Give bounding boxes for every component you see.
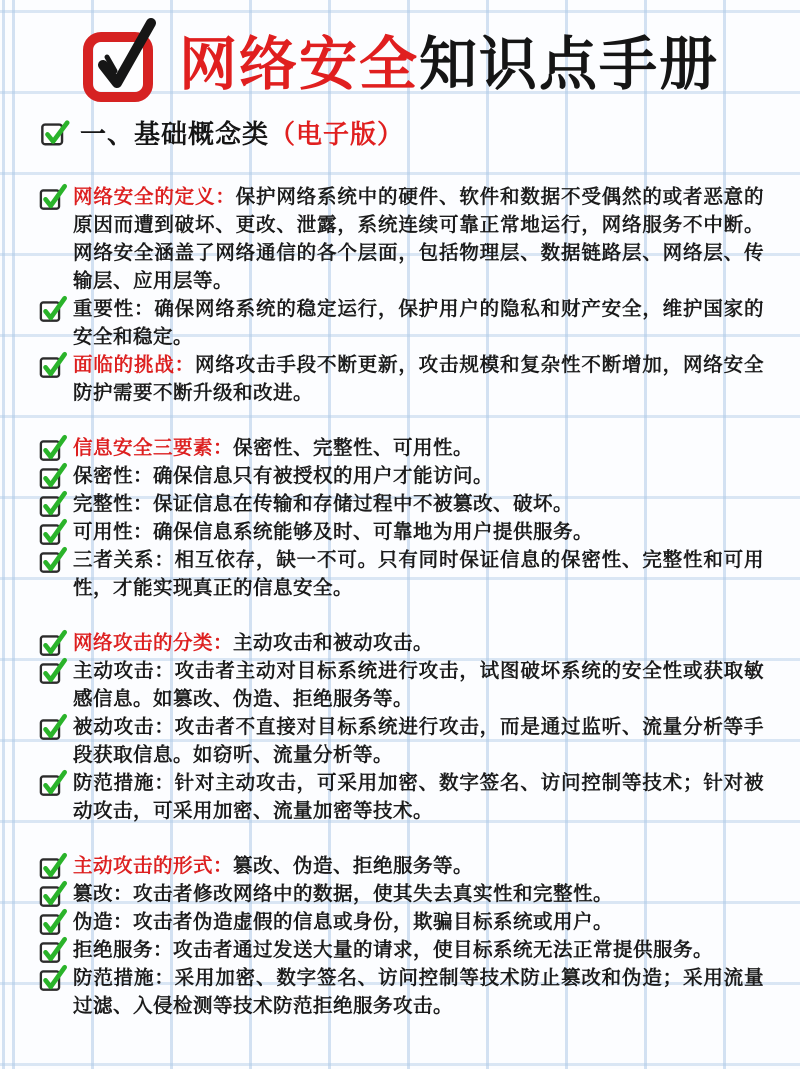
item-body: 网络攻击手段不断更新，攻击规模和复杂性不断增加，网络安全防护需要不断升级和改进。 — [73, 354, 764, 404]
item-label: 主动攻击： — [73, 660, 175, 682]
green-checkbox-icon — [38, 852, 68, 880]
item-text — [73, 434, 473, 462]
item-label: 伪造： — [73, 911, 134, 933]
item-body: 主动攻击和被动攻击。 — [233, 632, 434, 654]
item-label: 防范措施： — [73, 772, 175, 794]
green-checkbox-icon — [38, 964, 68, 992]
section-header-text — [80, 114, 404, 151]
green-checkbox-icon — [38, 908, 68, 936]
list-item — [38, 462, 764, 490]
item-body: 确保信息系统能够及时、可靠地为用户提供服务。 — [153, 521, 594, 543]
list-item — [38, 434, 764, 462]
list-item — [38, 629, 764, 657]
list-item — [38, 518, 764, 546]
item-label: 防范措施： — [73, 967, 175, 989]
item-body: 确保信息只有被授权的用户才能访问。 — [153, 465, 494, 487]
item-body: 攻击者修改网络中的数据，使其失去真实性和完整性。 — [133, 883, 614, 905]
item-body: 采用加密、数字签名、访问控制等技术防止篡改和伪造；采用流量过滤、入侵检测等技术防范拒绝服务攻击。 — [73, 967, 764, 1017]
item-body: 确保网络系统的稳定运行，保护用户的隐私和财产安全，维护国家的安全和稳定。 — [73, 298, 764, 348]
green-checkbox-icon — [38, 936, 68, 964]
item-text — [73, 713, 764, 769]
title-highlight: 网络安全 — [178, 32, 419, 97]
item-label: 重要性： — [73, 298, 155, 320]
green-checkbox-icon — [40, 118, 70, 148]
green-checkbox-icon — [38, 657, 68, 685]
list-item — [38, 183, 764, 295]
page-title — [0, 0, 800, 104]
item-body: 相互依存，缺一不可。只有同时保证信息的保密性、完整性和可用性，才能实现真正的信息安全。 — [73, 549, 764, 599]
section-group — [38, 629, 764, 825]
title-rest: 知识点手册 — [419, 32, 720, 97]
green-checkbox-icon — [38, 769, 68, 797]
green-checkbox-icon — [38, 183, 68, 211]
list-item — [38, 351, 764, 407]
list-item — [38, 490, 764, 518]
item-body: 攻击者不直接对目标系统进行攻击，而是通过监听、流量分析等手段获取信息。如窃听、流量分析等。 — [73, 716, 764, 766]
content — [38, 183, 764, 1020]
list-item — [38, 964, 764, 1020]
item-body: 攻击者主动对目标系统进行攻击，试图破坏系统的安全性或获取敏感信息。如篡改、伪造、拒绝服务等。 — [73, 660, 764, 710]
green-checkbox-icon — [38, 880, 68, 908]
item-text — [73, 908, 613, 936]
section-group — [38, 183, 764, 407]
green-checkbox-icon — [38, 351, 68, 379]
green-checkbox-icon — [38, 490, 68, 518]
section-header-red: （电子版） — [269, 119, 405, 149]
item-body: 保证信息在传输和存储过程中不被篡改、破坏。 — [153, 493, 574, 515]
green-checkbox-icon — [38, 462, 68, 490]
item-label: 主动攻击的形式： — [73, 855, 234, 877]
item-text — [73, 657, 764, 713]
green-checkbox-icon — [38, 546, 68, 574]
item-body: 攻击者通过发送大量的请求，使目标系统无法正常提供服务。 — [173, 939, 714, 961]
green-checkbox-icon — [38, 295, 68, 323]
section-group — [38, 852, 764, 1020]
item-label: 保密性： — [73, 465, 154, 487]
list-item — [38, 908, 764, 936]
item-text — [73, 351, 764, 407]
section-header — [40, 114, 800, 151]
item-text — [73, 964, 764, 1020]
item-text — [73, 936, 713, 964]
item-text — [73, 546, 764, 602]
item-text — [73, 769, 764, 825]
item-body: 针对主动攻击，可采用加密、数字签名、访问控制等技术；针对被动攻击，可采用加密、流量加密等技术。 — [73, 772, 764, 822]
list-item — [38, 713, 764, 769]
item-label: 篡改： — [73, 883, 134, 905]
item-label: 三者关系： — [73, 549, 175, 571]
list-item — [38, 936, 764, 964]
green-checkbox-icon — [38, 518, 68, 546]
item-label: 完整性： — [73, 493, 154, 515]
item-body: 保密性、完整性、可用性。 — [233, 437, 474, 459]
list-item — [38, 880, 764, 908]
list-item — [38, 769, 764, 825]
item-text — [73, 462, 493, 490]
list-item — [38, 295, 764, 351]
item-text — [73, 629, 433, 657]
item-body: 篡改、伪造、拒绝服务等。 — [233, 855, 474, 877]
green-checkbox-icon — [38, 713, 68, 741]
item-label: 被动攻击： — [73, 716, 175, 738]
list-item — [38, 546, 764, 602]
item-body: 攻击者伪造虚假的信息或身份，欺骗目标系统或用户。 — [133, 911, 614, 933]
item-label: 拒绝服务： — [73, 939, 174, 961]
title-text — [179, 17, 719, 101]
item-label: 面临的挑战： — [73, 354, 195, 376]
item-text — [73, 880, 613, 908]
red-checkbox-icon — [81, 13, 163, 105]
item-text — [73, 490, 573, 518]
item-text — [73, 852, 473, 880]
item-text — [73, 295, 764, 351]
section-header-black: 一、基础概念类 — [80, 119, 270, 149]
item-text — [73, 518, 593, 546]
item-body: 保护网络系统中的硬件、软件和数据不受偶然的或者恶意的原因而遭到破坏、更改、泄露，系统连续可靠正常地运行，网络服务不中断。网络安全涵盖了网络通信的各个层面，包括物理层、数据链路层、网络层、传输层、应用层等。 — [73, 186, 764, 292]
item-text — [73, 183, 764, 295]
section-group — [38, 434, 764, 602]
item-label: 可用性： — [73, 521, 154, 543]
item-label: 网络安全的定义： — [73, 186, 236, 208]
green-checkbox-icon — [38, 629, 68, 657]
list-item — [38, 852, 764, 880]
item-label: 网络攻击的分类： — [73, 632, 234, 654]
list-item — [38, 657, 764, 713]
green-checkbox-icon — [38, 434, 68, 462]
item-label: 信息安全三要素： — [73, 437, 234, 459]
